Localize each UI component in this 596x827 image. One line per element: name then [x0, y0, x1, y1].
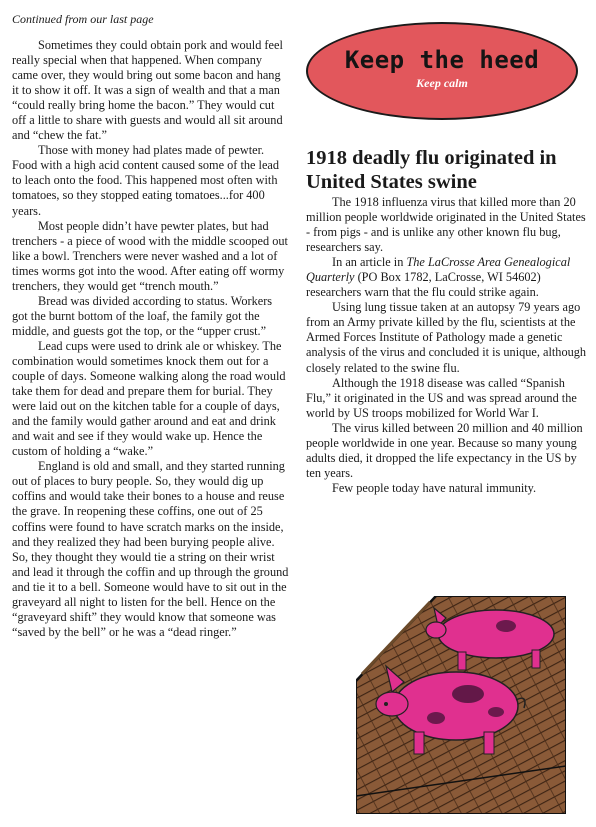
callout-title: Keep the heed	[344, 46, 540, 74]
paragraph-wake: Lead cups were used to drink ale or whiskey. The combination would sometimes knock them out for a couple of days. Someone walking along the road would take them for dead and prepare them for burial. They were laid out on the kitchen table for a couple of days, and the family would gather around and eat and drink and wait and see if they would wake up. Hence the custom of holding a “wake.”	[12, 338, 286, 459]
paragraph-flu-origin: The 1918 influenza virus that killed more than 20 million people worldwide originated in the United States - from pigs - and is unlike any other known flu bug, researchers say.	[306, 195, 586, 255]
article-ref-post: (PO Box 1782, LaCrosse, WI 54602) researchers warn that the flu could strike again.	[306, 270, 541, 300]
continued-note: Continued from our last page	[12, 12, 154, 26]
paragraph-immunity: Few people today have natural immunity.	[332, 480, 537, 495]
paragraph-trenchers: Most people didn’t have pewter plates, but had trenchers - a piece of wood with the middle scooped out like a bowl. Trenchers were never washed and a lot of times worms got into the wood. After eating off wormy trenchers, they would get “trench mouth.”	[12, 218, 288, 293]
paragraph-bread: Bread was divided according to status. Workers got the burnt bottom of the loaf, the family got the middle, and guests got the top, or the “upper crust.”	[12, 293, 273, 338]
left-column	[12, 38, 290, 640]
callout-ellipse	[306, 22, 578, 120]
paragraph-pewter: Those with money had plates made of pewter. Food with a high acid content caused some of the lead to leach onto the food. This happened most often with tomatoes, so they stopped eating tomatoes...for 400 years.	[12, 143, 280, 218]
paragraph-lung-tissue: Using lung tissue taken at an autopsy 79 years ago from an Army private killed by the flu, scientists at the Armed Forces Institute of Pathology made a genetic analysis of the virus and concluded it is unique, although closely related to the swine flu.	[306, 300, 587, 375]
article-headline: 1918 deadly flu originated in United States swine	[306, 147, 557, 193]
right-column	[306, 195, 588, 496]
paragraph-article-ref	[306, 255, 588, 300]
callout-subtitle: Keep calm	[416, 76, 468, 90]
pigs-illustration-icon	[356, 596, 566, 814]
paragraph-death-toll: The virus killed between 20 million and 40 million people worldwide in one year. Because so many young adults died, it dropped the life expectancy in the US by ten years.	[306, 420, 583, 480]
article-ref-pre: In an article in	[332, 255, 407, 270]
journal-title: The LaCrosse Area Genealogical Quarterly	[306, 255, 571, 285]
paragraph-spanish-flu: Although the 1918 disease was called “Spanish Flu,” it originated in the US and was spread around the world by US troops mobilized for World War I.	[306, 375, 577, 420]
paragraph-graveyard: England is old and small, and they started running out of places to bury people. So, they would dig up coffins and would take their bones to a house and reuse the grave. In reopening these coffins, one out of 25 coffins were found to have scratch marks on the inside, and they realized they had been burying people alive. So, they thought they would tie a string on their wrist and lead it through the coffin and up through the ground and tie it to a bell. Someone would have to sit out in the graveyard all night to listen for the bell. Hence on the “graveyard shift” they would know that someone was “saved by the bell” or he was a “dead ringer.”	[12, 459, 289, 639]
paragraph-bacon: Sometimes they could obtain pork and would feel really special when that happened. When company came over, they would bring out some bacon and hang it to show it off. It was a sign of wealth and that a man “could really bring home the bacon.” They would cut off a little to share with guests and would all sit around and “chew the fat.”	[12, 38, 283, 143]
